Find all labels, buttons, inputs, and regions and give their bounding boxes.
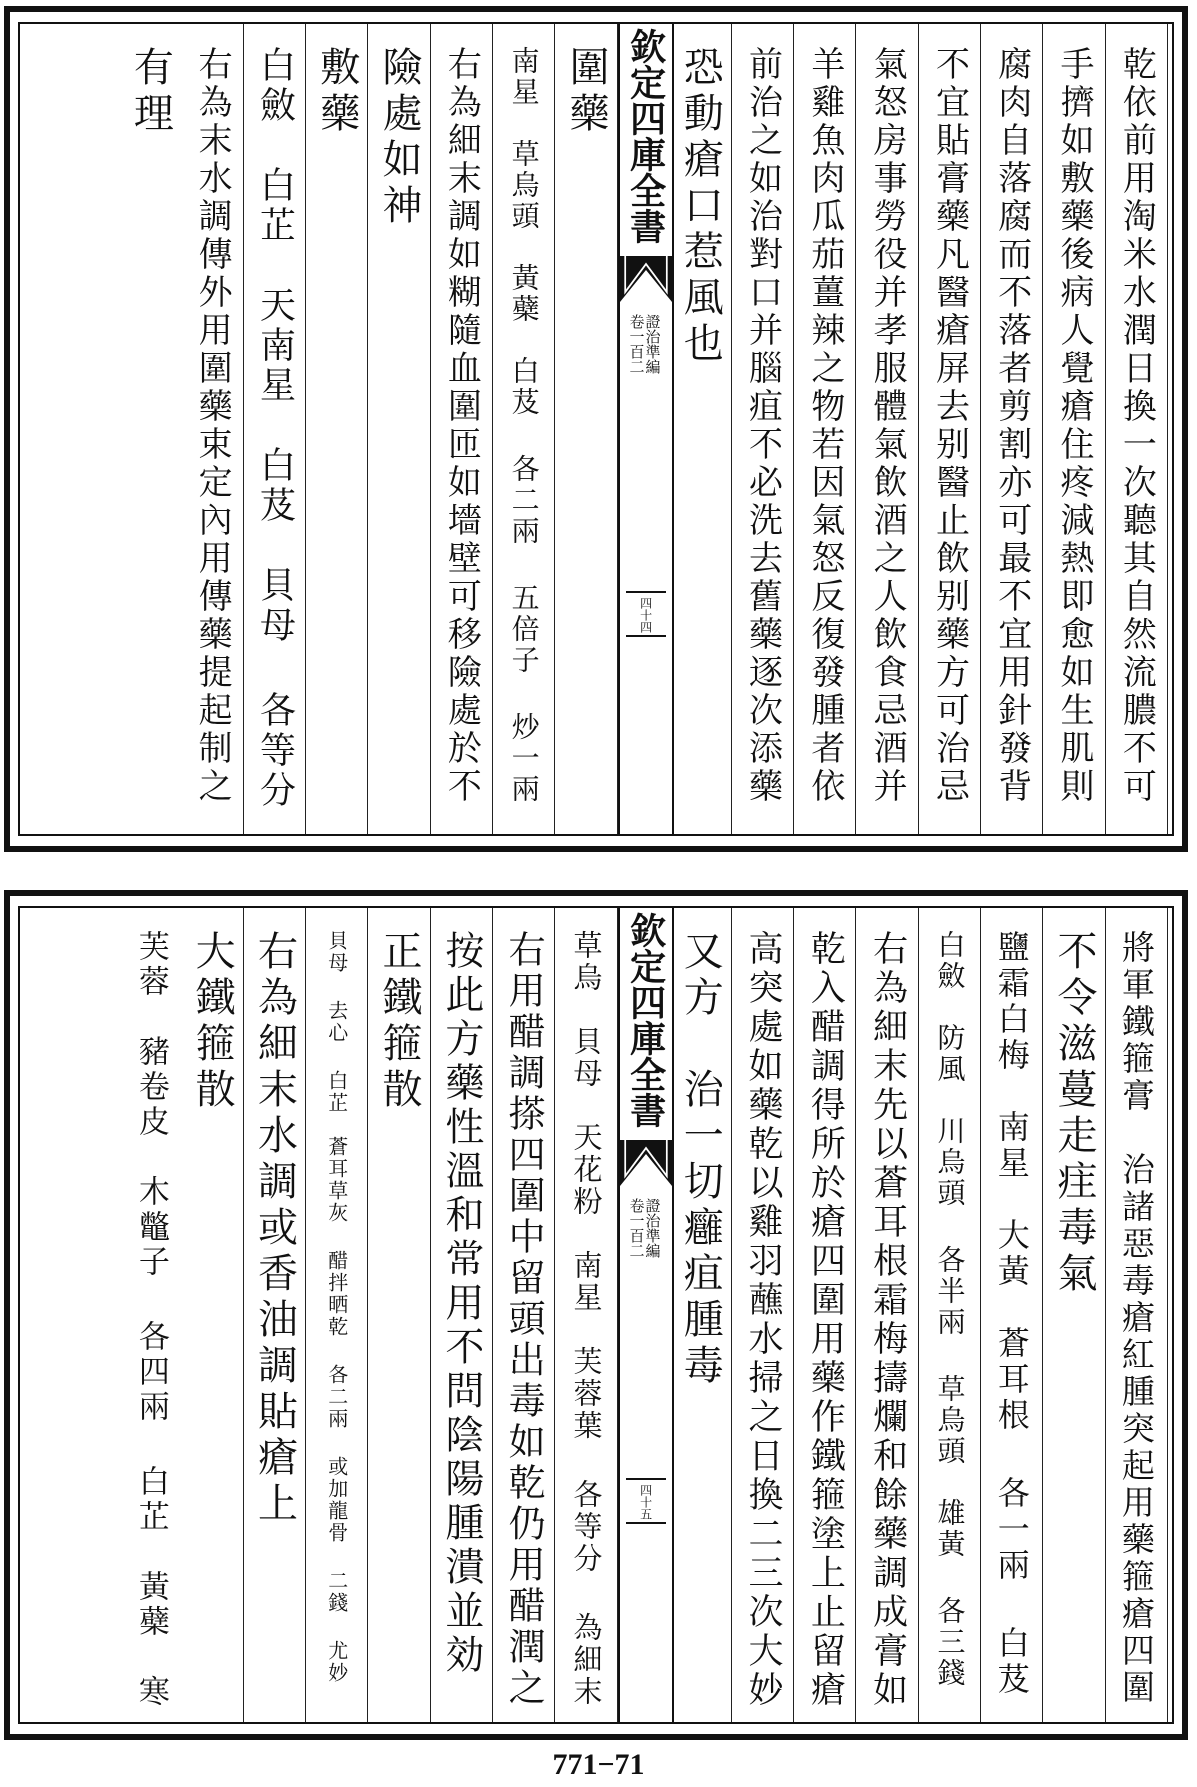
frame-divider: [626, 635, 666, 637]
page-number: 四十五: [638, 1483, 653, 1520]
column-text: 草烏 貝母 天花粉 南星 芙蓉葉 各等分 為細末: [569, 930, 604, 1708]
text-column: [1043, 24, 1105, 834]
text-column: [670, 908, 732, 1722]
column-text: 圍藥: [562, 46, 609, 138]
book-spine-frame: [618, 908, 674, 1722]
column-text: 芙蓉 豬卷皮 木鼈子 各四兩 白芷 黃蘗 寒: [132, 930, 169, 1710]
column-text: 右為細末水調或香油調貼瘡上: [251, 930, 298, 1528]
column-text: 按此方藥性溫和常用不問陰陽腫潰並効: [438, 930, 484, 1678]
text-column: [919, 908, 981, 1722]
text-column: [182, 24, 244, 834]
bottom-page-text-area: [18, 906, 1174, 1724]
text-column: [368, 908, 430, 1722]
column-text: 敷藥: [313, 46, 360, 138]
frame-divider: [626, 591, 666, 593]
text-column: [493, 24, 555, 834]
column-text: 手擠如敷藥後病人覺瘡住疼減熱即愈如生肌則: [1054, 46, 1095, 806]
text-column: [981, 908, 1043, 1722]
book-spine-frame: [618, 24, 674, 834]
column-text: 貝母 去心 白芷 蒼耳草灰 醋拌晒乾 各二兩 或加龍骨 二錢 尤妙: [324, 930, 349, 1684]
column-text: 氣怒房事勞役并孝服體氣飲酒之人飲食忌酒并: [867, 46, 908, 806]
volume-label: 卷一百二: [627, 1198, 646, 1258]
book-title: 欽定四庫全書: [624, 28, 667, 244]
frame-divider: [626, 1478, 666, 1480]
text-column: [431, 908, 493, 1722]
book-title: 欽定四庫全書: [624, 912, 667, 1128]
text-column: [244, 908, 306, 1722]
text-column: [732, 908, 794, 1722]
text-column: [1106, 908, 1168, 1722]
text-column: [555, 908, 617, 1722]
text-column: [244, 24, 306, 834]
text-column: [981, 24, 1043, 834]
fishtail-ornament: [620, 256, 672, 302]
text-column: [919, 24, 981, 834]
column-text: 正鐵箍散: [376, 930, 423, 1114]
column-text: 乾入醋調得所於瘡四圍用藥作鐵箍塗上止留瘡: [805, 930, 846, 1710]
column-text: 乾依前用淘米水潤日換一次聽其自然流膿不可: [1116, 46, 1157, 806]
text-column: [119, 24, 181, 834]
column-text: 險處如神: [376, 46, 423, 230]
text-column: [368, 24, 430, 834]
column-text: 將軍鐵箍膏 治諸惡毒瘡紅腫突起用藥箍瘡四圍: [1116, 930, 1156, 1707]
fishtail-ornament: [620, 1140, 672, 1186]
column-text: 又方 治一切癰疽腫毒: [677, 930, 724, 1390]
page-footer-number: 771−71: [552, 1748, 645, 1781]
column-text: 不令滋蔓走疰毒氣: [1051, 930, 1098, 1298]
text-column: [794, 908, 856, 1722]
text-column: [306, 24, 368, 834]
text-column: [555, 24, 617, 834]
text-column: [306, 908, 368, 1722]
text-column: [794, 24, 856, 834]
text-column: [857, 908, 919, 1722]
frame-divider: [626, 1522, 666, 1524]
column-text: 有理: [127, 46, 174, 138]
text-column: [857, 24, 919, 834]
column-text: 高突處如藥乾以雞羽蘸水掃之日換二三次大妙: [743, 930, 784, 1710]
column-text: 恐動瘡口惹風也: [677, 46, 724, 368]
text-column: [1043, 908, 1105, 1722]
column-text: 右用醋調搽四圍中留頭出毒如乾仍用醋潤之: [502, 930, 546, 1709]
column-text: 大鐵箍散: [189, 930, 236, 1114]
column-text: 右為末水調傳外用圍藥束定內用傳藥提起制之: [192, 46, 233, 806]
page-number: 四十四: [638, 597, 653, 634]
column-text: 腐肉自落腐而不落者剪割亦可最不宜用針發背: [991, 46, 1032, 806]
book-subtitle: 證治準編: [643, 314, 662, 374]
column-text: 白斂 防風 川烏頭 各半兩 草烏頭 雄黃 各三錢: [933, 930, 967, 1689]
column-text: 右為細末先以蒼耳根霜梅擣爛和餘藥調成膏如: [867, 930, 908, 1710]
column-text: 白斂 白芷 天南星 白芨 貝母 各等分: [254, 46, 296, 811]
text-column: [732, 24, 794, 834]
text-column: [119, 908, 181, 1722]
text-column: [431, 24, 493, 834]
volume-label: 卷一百二: [627, 314, 646, 374]
column-text: 右為細末調如糊隨血圍匝如墻壁可移險處於不: [441, 46, 482, 806]
text-column: [1106, 24, 1168, 834]
text-column: [493, 908, 555, 1722]
column-text: 鹽霜白梅 南星 大黃 蒼耳根 各一兩 白芨: [992, 930, 1031, 1698]
text-column: [670, 24, 732, 834]
book-subtitle: 證治準編: [643, 1198, 662, 1258]
top-page-text-area: [18, 22, 1174, 836]
column-text: 南星 草烏頭 黃蘗 白芨 各二兩 五倍子 炒一兩: [507, 46, 541, 805]
bottom-page: [4, 890, 1188, 1740]
top-page: [4, 6, 1188, 852]
text-column: [182, 908, 244, 1722]
column-text: 不宜貼膏藥凡醫瘡屏去别醫止飲别藥方可治忌: [929, 46, 970, 806]
column-text: 前治之如治對口并腦疽不必洗去舊藥逐次添藥: [742, 46, 783, 806]
column-text: 羊雞魚肉瓜茄薑辣之物若因氣怒反復發腫者依: [804, 46, 845, 806]
